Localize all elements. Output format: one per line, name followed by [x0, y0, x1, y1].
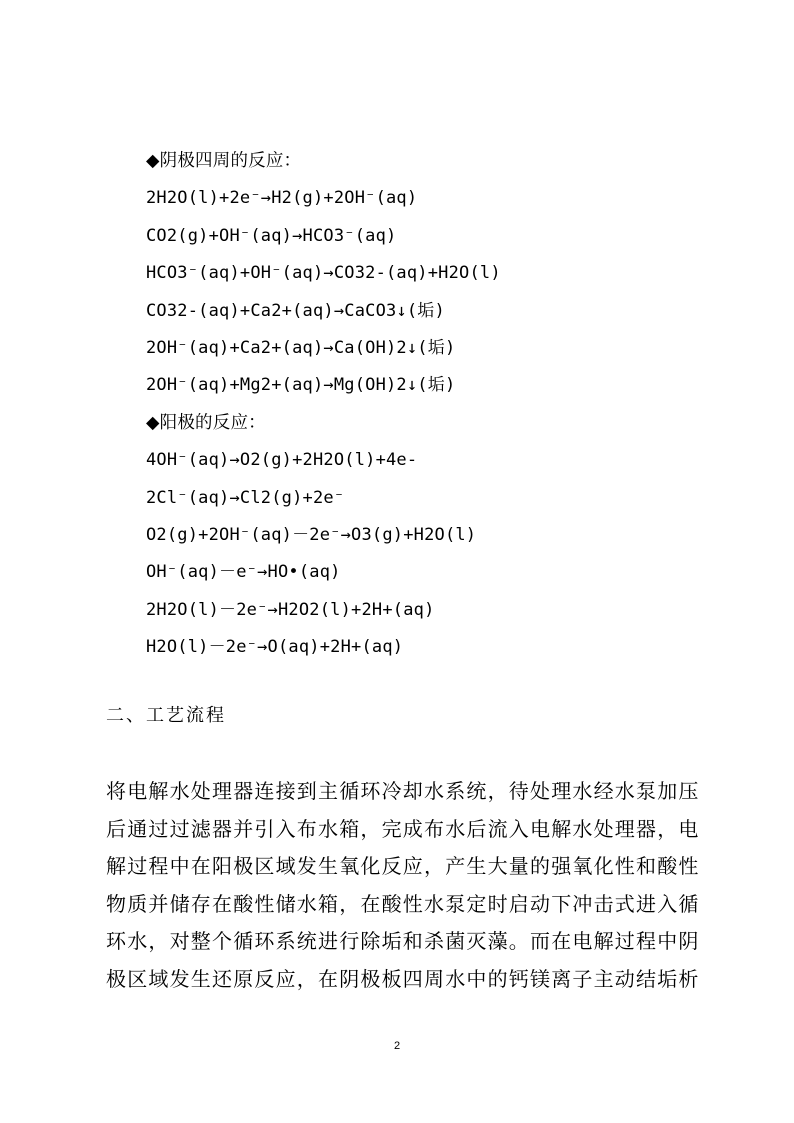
cathode-equation: CO2(g)+OH⁻(aq)→HCO3⁻(aq): [146, 225, 397, 246]
reaction-equations: [146, 143, 706, 666]
cathode-equation: 2H2O(l)+2e⁻→H2(g)+2OH⁻(aq): [146, 188, 418, 209]
section-heading: 二、工艺流程: [106, 705, 226, 726]
process-paragraph: [106, 773, 700, 999]
paragraph-line: 物质并储存在酸性储水箱，在酸性水泵定时启动下冲击式进入循: [106, 891, 700, 916]
cathode-equation: 2OH⁻(aq)+Mg2+(aq)→Mg(OH)2↓(垢): [146, 375, 456, 396]
paragraph-line: 极区域发生还原反应，在阴极板四周水中的钙镁离子主动结垢析: [106, 966, 700, 991]
cathode-equation: 2OH⁻(aq)+Ca2+(aq)→Ca(OH)2↓(垢): [146, 337, 456, 358]
page-number: 2: [393, 1040, 401, 1052]
anode-equation: H2O(l)－2e⁻→O(aq)+2H+(aq): [146, 637, 404, 658]
cathode-equation: HCO3⁻(aq)+OH⁻(aq)→CO32-(aq)+H2O(l): [146, 263, 501, 284]
anode-equation: OH⁻(aq)－e⁻→HO•(aq): [146, 562, 341, 583]
anode-equation: 4OH⁻(aq)→O2(g)+2H2O(l)+4e-: [146, 450, 418, 471]
anode-equation: 2Cl⁻(aq)→Cl2(g)+2e⁻: [146, 487, 345, 508]
paragraph-line: 后通过过滤器并引入布水箱，完成布水后流入电解水处理器，电: [106, 816, 700, 841]
paragraph-line: 解过程中在阳极区域发生氧化反应，产生大量的强氧化性和酸性: [106, 854, 700, 879]
paragraph-line: 环水，对整个循环系统进行除垢和杀菌灭藻。而在电解过程中阴: [106, 929, 700, 954]
paragraph-line: 将电解水处理器连接到主循环冷却水系统，待处理水经水泵加压: [106, 779, 700, 803]
anode-equation: O2(g)+2OH⁻(aq)－2e⁻→O3(g)+H2O(l): [146, 524, 477, 545]
anode-equation: 2H2O(l)－2e⁻→H2O2(l)+2H+(aq): [146, 599, 435, 620]
cathode-heading: ◆阴极四周的反应：: [146, 151, 302, 171]
cathode-equation: CO32-(aq)+Ca2+(aq)→CaCO3↓(垢): [146, 300, 445, 321]
anode-heading: ◆阳极的反应：: [146, 412, 266, 433]
